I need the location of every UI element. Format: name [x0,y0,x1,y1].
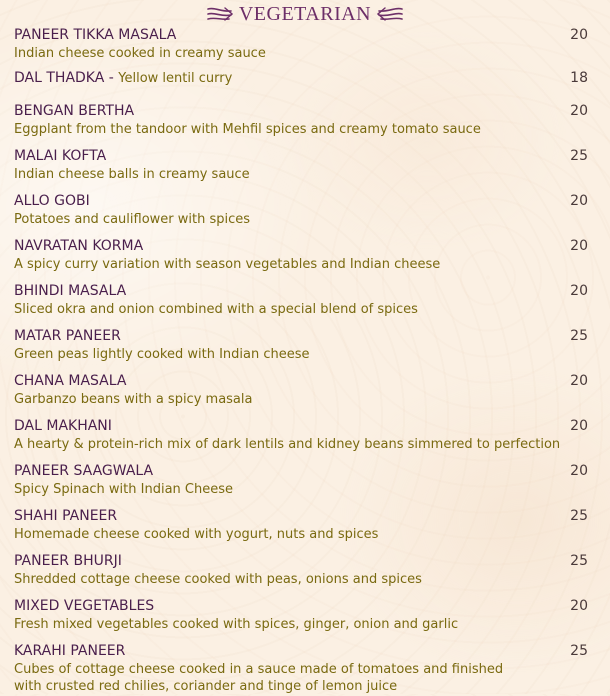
item-name: DAL THADKA - [14,70,114,86]
menu-item [14,274,588,319]
item-price: 25 [570,328,588,344]
item-price: 25 [570,643,588,659]
item-description: A spicy curry variation with season vegetables and Indian cheese [14,257,441,272]
item-name: KARAHI PANEER [14,643,126,659]
item-price: 20 [570,418,588,434]
flourish-icon [207,6,233,22]
menu-item [14,409,588,454]
item-description: A hearty & protein-rich mix of dark lentils and kidney beans simmered to perfection [14,437,561,452]
item-name: MALAI KOFTA [14,148,107,164]
item-name: CHANA MASALA [14,373,127,389]
menu-item [14,139,588,184]
item-price: 25 [570,553,588,569]
item-description: Eggplant from the tandoor with Mehfil spices and creamy tomato sauce [14,122,481,137]
item-description: Cubes of cottage cheese cooked in a sauce made of tomatoes and finished with crusted red chilies, coriander and tinge of lemon juice [14,662,504,694]
item-name: BENGAN BERTHA [14,103,135,119]
section-header [0,2,610,26]
item-name: PANEER BHURJI [14,553,122,569]
item-name: ALLO GOBI [14,193,90,209]
menu-item [14,499,588,544]
item-description: Indian cheese cooked in creamy sauce [14,46,266,61]
menu-item [14,319,588,364]
menu-item [14,634,588,696]
item-name: PANEER TIKKA MASALA [14,27,177,43]
item-price: 20 [570,27,588,43]
item-price: 18 [570,70,588,86]
item-description: Green peas lightly cooked with Indian cheese [14,347,310,362]
menu-list [14,26,588,696]
menu-item [14,63,588,94]
item-description: Sliced okra and onion combined with a special blend of spices [14,302,418,317]
item-name: MATAR PANEER [14,328,121,344]
item-price: 25 [570,148,588,164]
item-price: 20 [570,463,588,479]
item-price: 20 [570,238,588,254]
item-description: Indian cheese balls in creamy sauce [14,167,250,182]
section-title: VEGETARIAN [238,3,372,25]
item-name: BHINDI MASALA [14,283,127,299]
item-description: Garbanzo beans with a spicy masala [14,392,253,407]
item-description: Spicy Spinach with Indian Cheese [14,482,234,497]
item-description: Shredded cottage cheese cooked with peas, onions and spices [14,572,422,587]
item-description: Fresh mixed vegetables cooked with spices, ginger, onion and garlic [14,617,459,632]
item-description: Potatoes and cauliflower with spices [14,212,251,227]
item-price: 25 [570,508,588,524]
item-description: Yellow lentil curry [118,71,233,86]
item-price: 20 [570,598,588,614]
item-name: NAVRATAN KORMA [14,238,144,254]
item-name: MIXED VEGETABLES [14,598,155,614]
item-price: 20 [570,193,588,209]
menu-item [14,454,588,499]
menu-item [14,589,588,634]
item-description: Homemade cheese cooked with yogurt, nuts and spices [14,527,379,542]
item-price: 20 [570,283,588,299]
menu-item [14,544,588,589]
item-name: DAL MAKHANI [14,418,112,434]
menu-item [14,26,588,63]
item-price: 20 [570,103,588,119]
menu-item [14,184,588,229]
menu-item [14,94,588,139]
item-price: 20 [570,373,588,389]
flourish-icon [377,6,403,22]
menu-item [14,364,588,409]
item-name: SHAHI PANEER [14,508,118,524]
item-name: PANEER SAAGWALA [14,463,154,479]
menu-item [14,229,588,274]
